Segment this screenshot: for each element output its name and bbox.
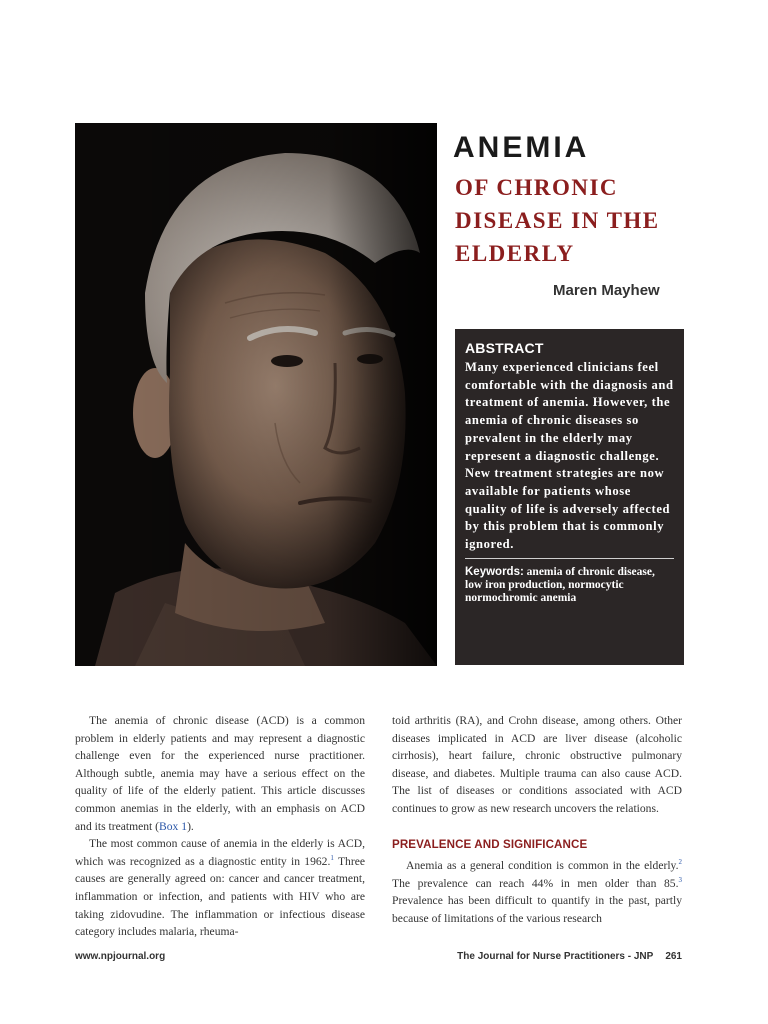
reference-1-link[interactable]: 1 xyxy=(330,853,334,862)
article-title: ANEMIA xyxy=(453,131,590,164)
paragraph-intro-text: The anemia of chronic disease (ACD) is a common problem in elderly patients and may represent a diagnostic challenge even for the experienced nurse practitioner. Although subtle, anemia may have a serious effect on the quality of life of the elderly patient. This article discusses common anemias in the elderly, with an emphasis on ACD and its treatment ( xyxy=(75,714,365,833)
paragraph-causes-text: The most common cause of anemia in the elderly is ACD, which was recognized as a diagnostic entity in 1962. xyxy=(75,837,365,868)
subtitle-line-1: OF CHRONIC xyxy=(455,175,619,200)
abstract-heading: ABSTRACT xyxy=(465,340,544,356)
abstract-keywords xyxy=(465,566,674,605)
keywords-text: anemia of chronic disease, low iron production, normocytic normochromic anemia xyxy=(465,565,655,604)
paragraph-prevalence-mid: The prevalence can reach 44% in men older than 85. xyxy=(392,876,679,890)
footer-website[interactable]: www.npjournal.org xyxy=(75,951,166,962)
paragraph-prevalence xyxy=(392,857,682,927)
body-column-1 xyxy=(75,712,365,941)
reference-3-link[interactable]: 3 xyxy=(678,875,682,884)
subtitle-line-2: DISEASE IN THE xyxy=(455,208,660,233)
paragraph-prevalence-end: Prevalence has been difficult to quantify in the past, partly because of limitations of the various research xyxy=(392,894,682,925)
paragraph-intro xyxy=(75,712,365,835)
subtitle-line-3: ELDERLY xyxy=(455,241,575,266)
author-name: Maren Mayhew xyxy=(553,282,660,299)
abstract-divider xyxy=(465,558,674,559)
abstract-box xyxy=(455,329,684,665)
keywords-label: Keywords: xyxy=(465,565,524,578)
abstract-text: Many experienced clinicians feel comfortable with the diagnosis and treatment of anemia. However, the anemia of chronic diseases so prevalent in the elderly may represent a diagnostic challenge. New treatment strategies are now available for patients whose quality of life is adversely affected by this problem that is commonly ignored. xyxy=(465,360,674,552)
reference-2-link[interactable]: 2 xyxy=(678,858,682,867)
paragraph-causes-continued: Three causes are generally agreed on: cancer and cancer treatment, inflammation or infection, and patients with HIV who are taking zidovudine. The inflammation or infectious disease category includes malaria, rheuma- xyxy=(75,854,365,939)
paragraph-diseases: toid arthritis (RA), and Crohn disease, among others. Other diseases implicated in ACD are liver disease (alcoholic cirrhosis), heart failure, chronic obstructive pulmonary disease, and diabetes. Multiple trauma can also cause ACD. The list of diseases or conditions associated with ACD continues to grow as new research uncovers the relations. xyxy=(392,714,682,815)
paragraph-intro-end: ). xyxy=(187,819,194,833)
footer-journal-name: The Journal for Nurse Practitioners - JNP xyxy=(457,951,654,962)
section-heading-prevalence: PREVALENCE AND SIGNIFICANCE xyxy=(392,837,588,851)
portrait-illustration xyxy=(75,123,437,666)
paragraph-prevalence-text: Anemia as a general condition is common in the elderly. xyxy=(406,859,679,873)
box-1-link[interactable]: Box 1 xyxy=(159,819,188,833)
article-subtitle xyxy=(455,171,755,270)
footer-journal xyxy=(457,951,682,962)
body-column-2 xyxy=(392,712,682,928)
page-number: 261 xyxy=(665,951,682,962)
paragraph-causes xyxy=(75,835,365,941)
portrait-photo xyxy=(75,123,437,666)
